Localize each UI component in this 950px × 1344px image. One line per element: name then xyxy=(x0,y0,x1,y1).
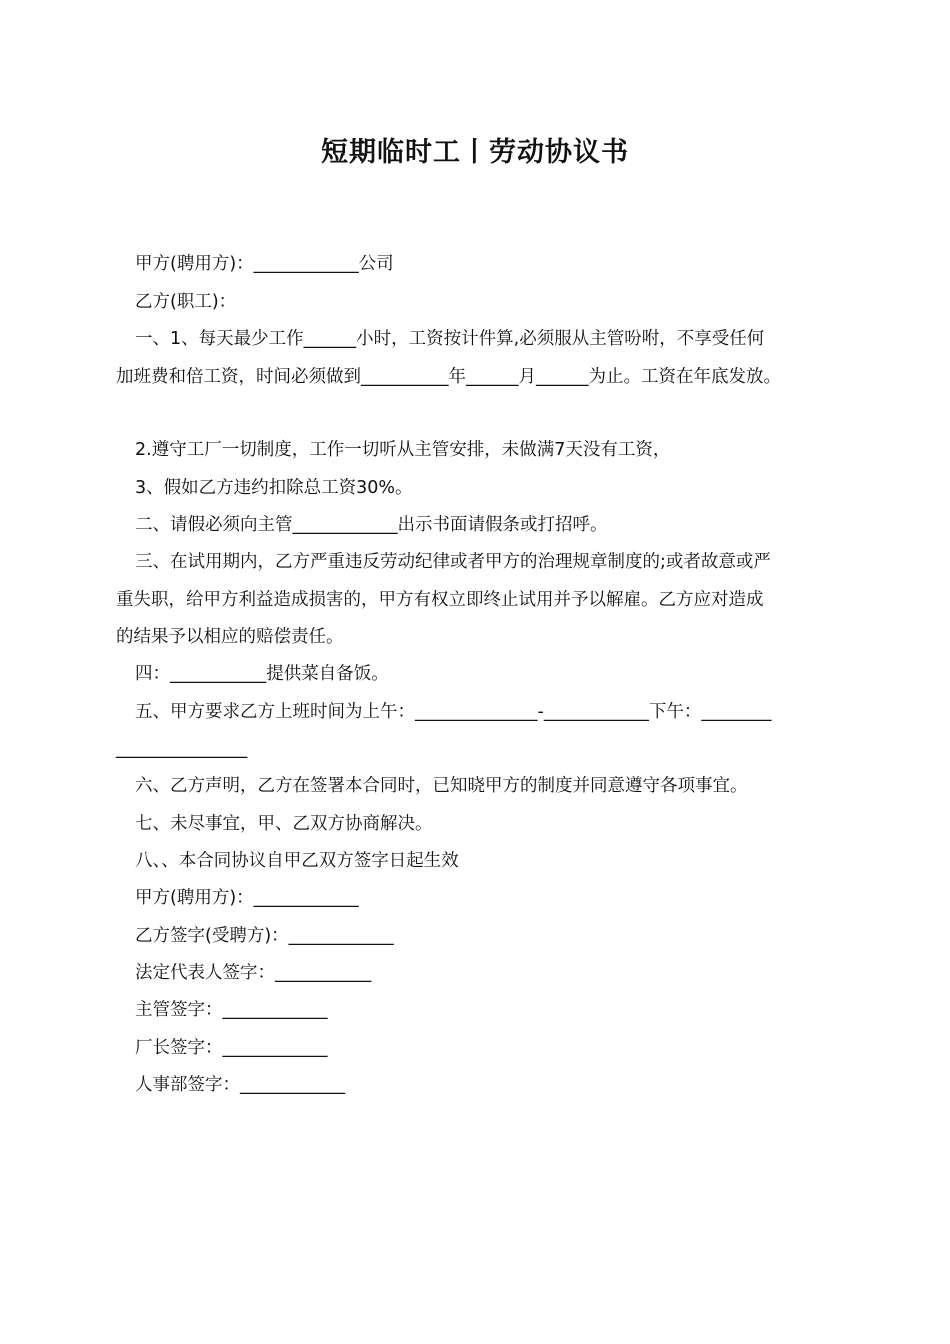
clause-8: 八、、本合同协议自甲乙双方签字日起生效 xyxy=(135,851,459,871)
party-a-line: 甲方(聘用方)：____________公司 xyxy=(135,254,394,274)
clause-1-item-3: 3、假如乙方违约扣除总工资30%。 xyxy=(135,478,413,498)
document-title: 短期临时工丨劳动协议书 xyxy=(321,137,629,168)
clause-3-line-3: 的结果予以相应的赔偿责任。 xyxy=(116,627,344,647)
clause-1-line-1: 一、1、每天最少工作______小时，工资按计件算,必须服从主管吩咐，不享受任何 xyxy=(135,329,765,349)
signature-legal-rep: 法定代表人签字：___________ xyxy=(135,963,372,983)
signature-factory-director: 厂长签字：____________ xyxy=(135,1038,328,1058)
signature-supervisor: 主管签字：____________ xyxy=(135,1000,328,1020)
clause-7: 七、未尽事宜，甲、乙双方协商解决。 xyxy=(135,814,433,834)
clause-6: 六、乙方声明，乙方在签署本合同时，已知晓甲方的制度并同意遵守各项事宜。 xyxy=(135,776,748,796)
signature-party-a: 甲方(聘用方)：____________ xyxy=(135,888,359,908)
clause-3-line-1: 三、在试用期内，乙方严重违反劳动纪律或者甲方的治理规章制度的;或者故意或严 xyxy=(135,552,771,572)
clause-1-item-2: 2.遵守工厂一切制度，工作一切听从主管安排，未做满7天没有工资， xyxy=(135,440,671,460)
clause-4: 四：___________提供菜自备饭。 xyxy=(135,664,389,684)
signature-hr: 人事部签字：____________ xyxy=(135,1075,345,1095)
signature-party-b: 乙方签字(受聘方)：____________ xyxy=(135,926,394,946)
clause-2: 二、请假必须向主管____________出示书面请假条或打招呼。 xyxy=(135,515,608,535)
party-b-line: 乙方(职工)： xyxy=(135,292,237,312)
clause-5-line-2: _______________ xyxy=(116,739,248,759)
clause-3-line-2: 重失职，给甲方利益造成损害的，甲方有权立即终止试用并予以解雇。乙方应对造成 xyxy=(116,590,764,610)
clause-5-line-1: 五、甲方要求乙方上班时间为上午：______________-____________下午：________ xyxy=(135,702,772,722)
clause-1-line-2: 加班费和倍工资，时间必须做到__________年______月______为止。工资在年底发放。 xyxy=(116,367,781,387)
